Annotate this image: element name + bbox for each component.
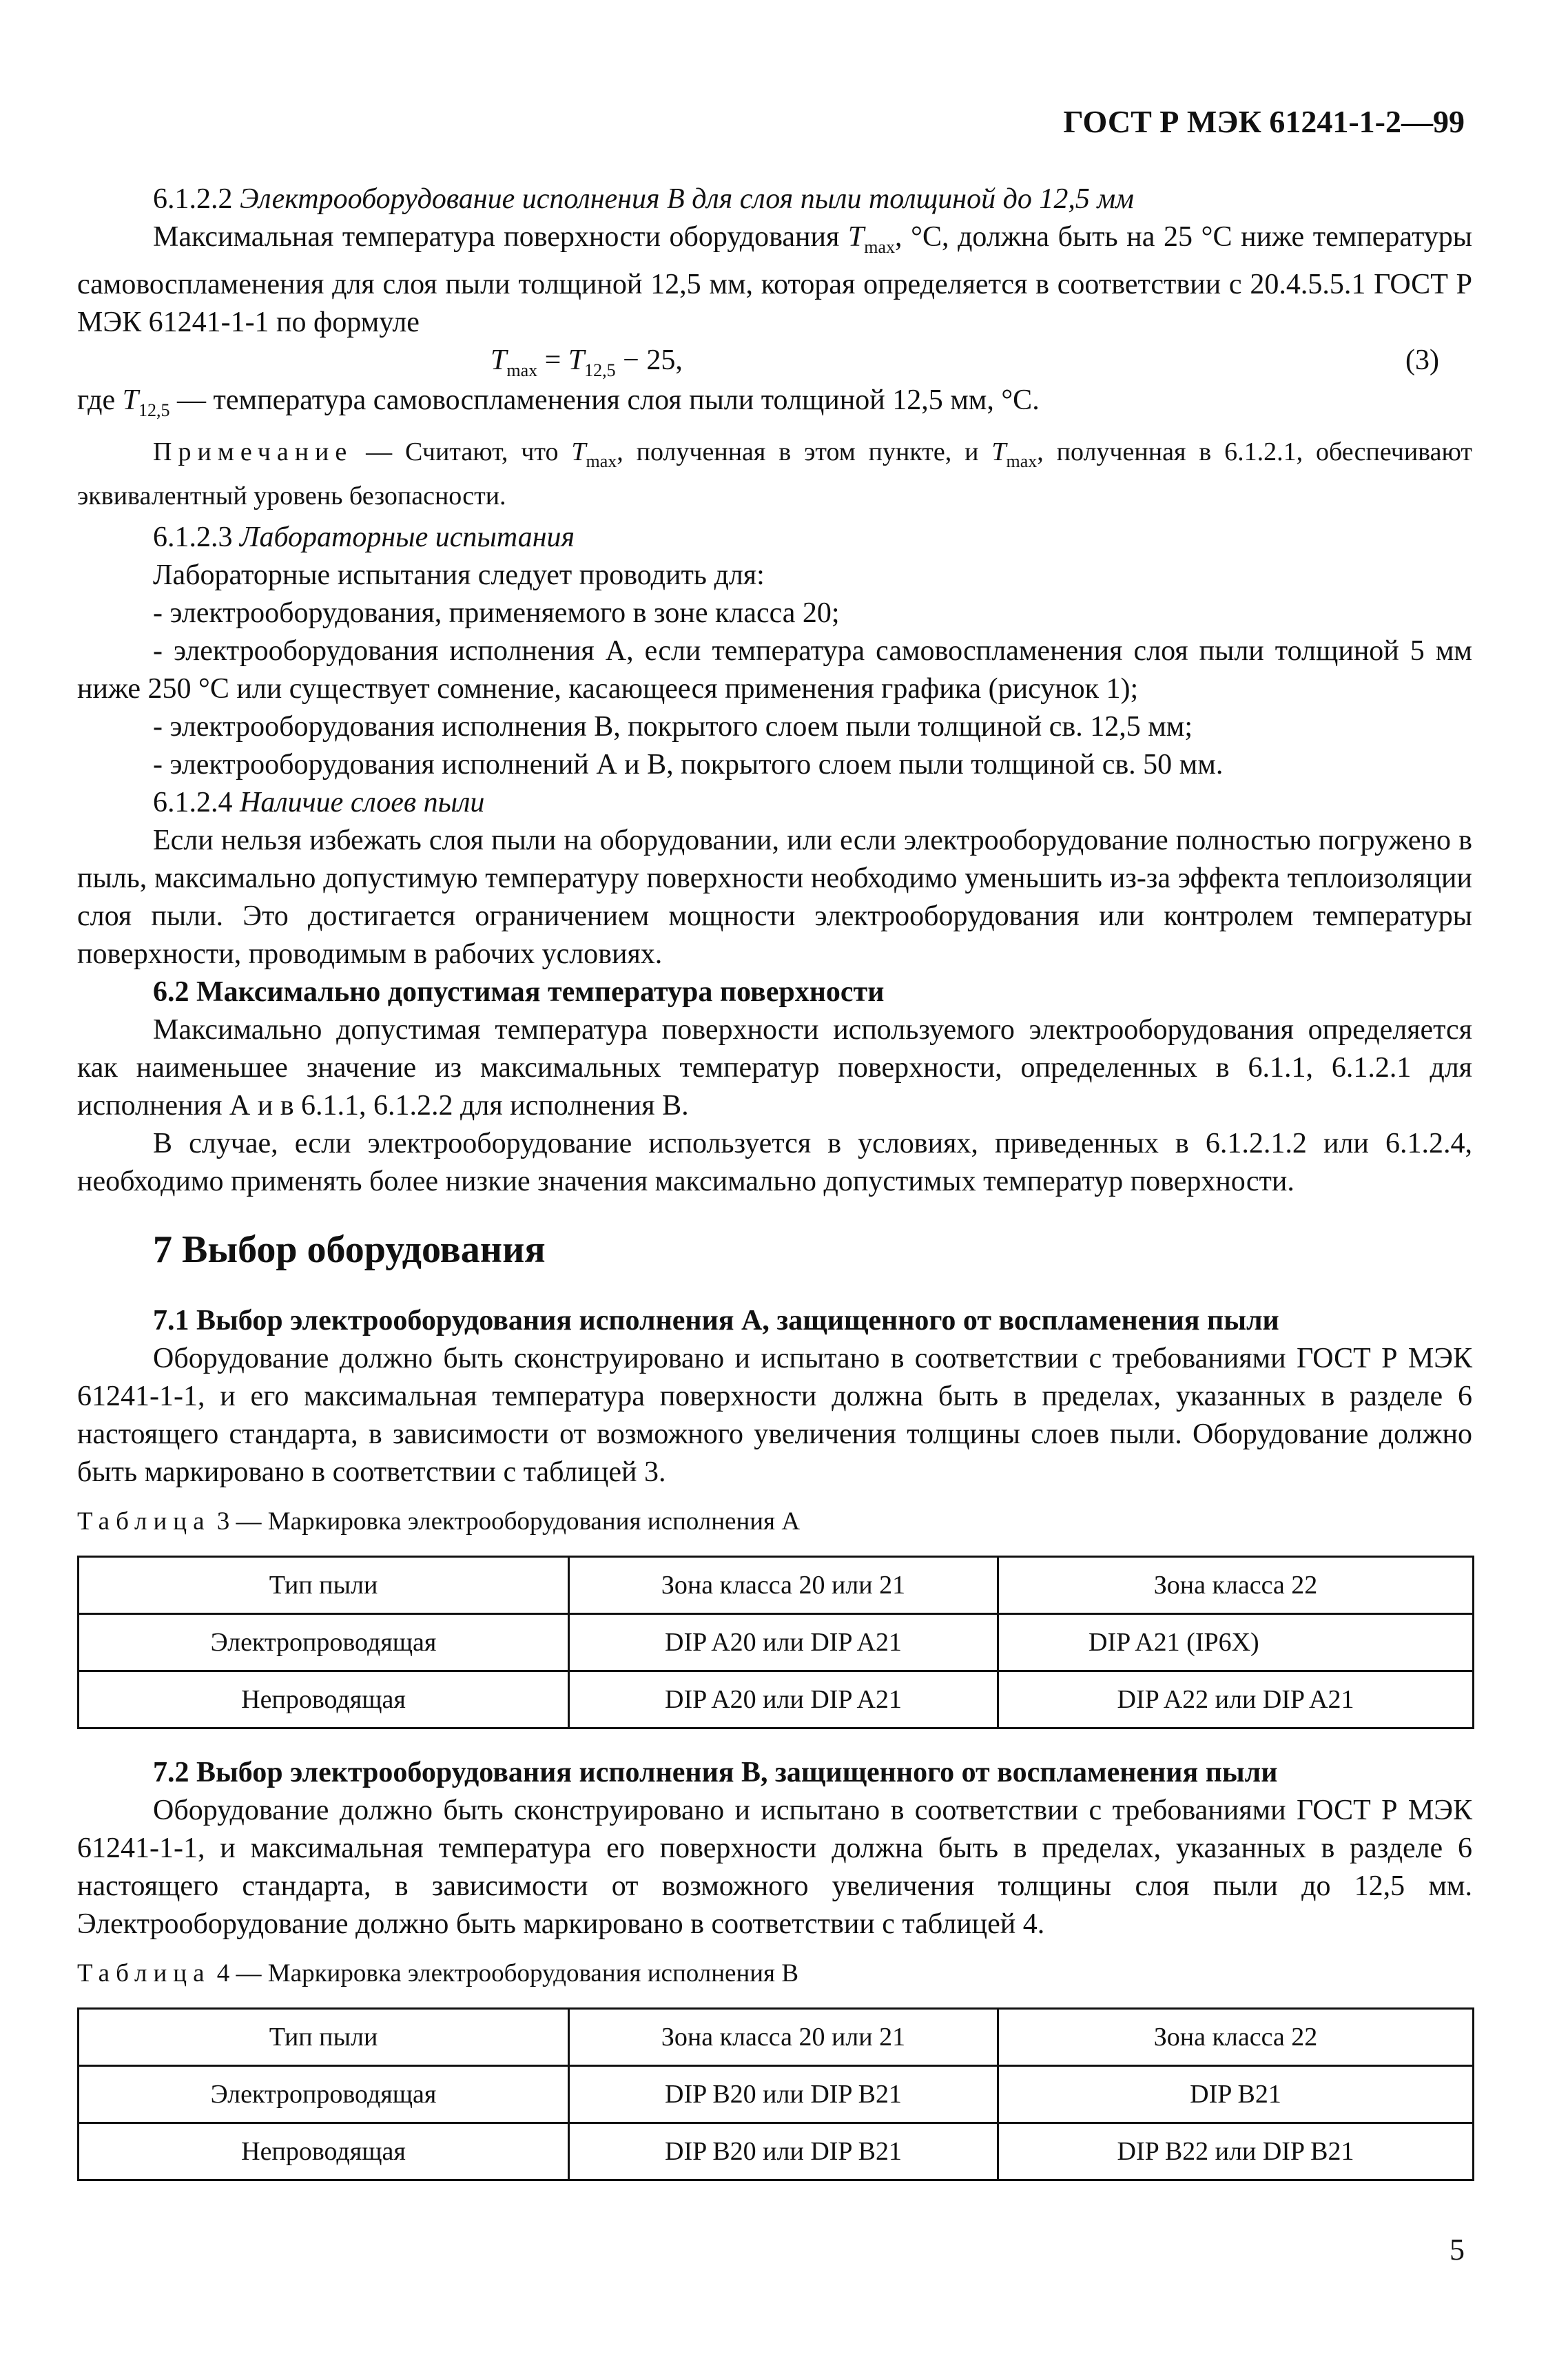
symbol: T (568, 344, 585, 376)
caption-text: 4 — Маркировка электрооборудования исполнения В (210, 1959, 798, 1988)
list-item: - электрооборудования исполнений А и В, покрытого слоем пыли толщиной св. 50 мм. (153, 749, 1224, 781)
note-label: Примечание (153, 437, 353, 466)
symbol-subscript: max (864, 237, 896, 257)
table-header-cell: Зона класса 20 или 21 (569, 2009, 998, 2066)
table-3 (77, 1556, 1474, 1729)
table-header-cell: Зона класса 20 или 21 (569, 1557, 998, 1614)
table-cell: DIP A20 или DIP A21 (569, 1614, 998, 1671)
formula (77, 342, 1472, 382)
note (77, 435, 1472, 513)
table-cell: DIP B22 или DIP B21 (998, 2123, 1474, 2180)
subsection-number: 6.1.2.2 (153, 183, 233, 215)
list-item: - электрооборудования, применяемого в зоне класса 20; (153, 597, 840, 629)
subsection-number: 6.1.2.4 (153, 787, 233, 818)
symbol: T (991, 437, 1007, 466)
paragraph: Максимально допустимая температура поверхности используемого электрооборудования определяется как наименьшее значение из максимальных температур поверхности, определенных в 6.1.1, 6.1.2.1 для исполнения А и в 6.1.1, 6.1.2.2 для исполнения В. (77, 1014, 1472, 1122)
list-item: - электрооборудования исполнения В, покрытого слоем пыли толщиной св. 12,5 мм; (153, 711, 1193, 743)
symbol: T (847, 221, 865, 253)
table-row (79, 1671, 1474, 1728)
table-cell: Непроводящая (79, 1671, 569, 1728)
table-row (79, 1614, 1474, 1671)
subsection-number: 6.1.2.3 (153, 522, 233, 553)
subsection-title: Лабораторные испытания (240, 522, 575, 553)
formula-where (77, 382, 1472, 429)
subsection-title: Электрооборудование исполнения В для слоя пыли толщиной до 12,5 мм (240, 183, 1134, 215)
subsection-title: Наличие слоев пыли (240, 787, 485, 818)
section-7-1-heading: 7.1 Выбор электрооборудования исполнения А, защищенного от воспламенения пыли (153, 1305, 1279, 1336)
formula-rhs: − 25, (615, 344, 683, 376)
table-cell: Электропроводящая (79, 2066, 569, 2123)
caption-label: Таблица (77, 1959, 211, 1988)
formula-number: (3) (1405, 344, 1439, 376)
section-7-2-heading: 7.2 Выбор электрооборудования исполнения В, защищенного от воспламенения пыли (153, 1757, 1278, 1788)
symbol-subscript: max (586, 451, 617, 471)
symbol-subscript: 12,5 (138, 400, 170, 420)
table-header-row (79, 1557, 1474, 1614)
paragraph: Если нельзя избежать слоя пыли на оборудовании, или если электрооборудование полностью погружено в пыль, максимально допустимую температуру поверхности необходимо уменьшить из-за эффекта теплоизоляции слоя пыли. Это достигается ограничением мощности электрооборудования или контролем температуры поверхности, проводимым в рабочих условиях. (77, 825, 1472, 970)
page-header: ГОСТ Р МЭК 61241-1-2—99 (1063, 104, 1465, 139)
table-cell: DIP A22 или DIP A21 (998, 1671, 1474, 1728)
formula-expression (491, 342, 683, 389)
table-cell: DIP A21 (IP6X) (998, 1614, 1474, 1671)
section-7-heading: 7 Выбор оборудования (153, 1228, 546, 1271)
table-row (79, 2123, 1474, 2180)
page-number: 5 (1450, 2233, 1465, 2267)
table-header-cell: Зона класса 22 (998, 2009, 1474, 2066)
list-item: - электрооборудования исполнения А, если температура самовоспламенения слоя пыли толщиной 5 мм ниже 250 °С или существует сомнение, касающееся применения графика (рисунок 1); (77, 635, 1472, 705)
symbol-subscript: max (1006, 451, 1038, 471)
symbol: T (491, 344, 507, 376)
table-cell: Электропроводящая (79, 1614, 569, 1671)
symbol-subscript: max (506, 360, 538, 380)
section-6-2-heading: 6.2 Максимально допустимая температура поверхности (153, 976, 885, 1008)
paragraph: Лабораторные испытания следует проводить для: (153, 559, 765, 591)
table-row (79, 2066, 1474, 2123)
table-3-caption (77, 1503, 1472, 1540)
text: где (77, 384, 116, 416)
table-cell: DIP B20 или DIP B21 (569, 2123, 998, 2180)
page-content (77, 180, 1472, 2181)
table-header-cell: Зона класса 22 (998, 1557, 1474, 1614)
text: Максимальная температура поверхности оборудования (153, 221, 840, 253)
table-cell: DIP B21 (998, 2066, 1474, 2123)
text: , °С, должна быть на 25 °С ниже температуры самовоспламенения для слоя пыли толщиной 12,5 мм, которая определяется в соответствии с 20.4.5.5.1 ГОСТ Р МЭК 61241-1-1 по формуле (77, 221, 1473, 338)
paragraph (77, 218, 1472, 342)
table-4 (77, 2007, 1474, 2181)
text: — Считают, что (353, 437, 559, 466)
subsection-6-1-2-3-heading (77, 519, 1472, 557)
table-cell: DIP B20 или DIP B21 (569, 2066, 998, 2123)
table-cell: Непроводящая (79, 2123, 569, 2180)
symbol: T (122, 384, 139, 416)
paragraph: Оборудование должно быть сконструировано и испытано в соответствии с требованиями ГОСТ Р МЭК 61241-1-1, и максимальная температура его поверхности должна быть в пределах, указанных в разделе 6 настоящего стандарта, в зависимости от возможного увеличения толщины слоя пыли до 12,5 мм. Электрооборудование должно быть маркировано в соответствии с таблицей 4. (77, 1795, 1472, 1940)
paragraph: В случае, если электрооборудование используется в условиях, приведенных в 6.1.2.1.2 или 6.1.2.4, необходимо применять более низкие значения максимально допустимых температур поверхности. (77, 1128, 1472, 1197)
table-header-cell: Тип пыли (79, 2009, 569, 2066)
text: , полученная в этом пункте, и (617, 437, 979, 466)
table-4-caption (77, 1954, 1472, 1992)
caption-text: 3 — Маркировка электрооборудования исполнения А (210, 1507, 801, 1536)
text: , полученная в 6.1.2.1, обеспечивают эквивалентный уровень безопасности. (77, 437, 1472, 510)
symbol: T (571, 437, 586, 466)
symbol-subscript: 12,5 (584, 360, 616, 380)
paragraph: Оборудование должно быть сконструировано и испытано в соответствии с требованиями ГОСТ Р МЭК 61241-1-1, и его максимальная температура поверхности должна быть в пределах, указанных в разделе 6 настоящего стандарта, в зависимости от возможного увеличения толщины слоев пыли. Оборудование должно быть маркировано в соответствии с таблицей 3. (77, 1343, 1472, 1488)
table-header-cell: Тип пыли (79, 1557, 569, 1614)
caption-label: Таблица (77, 1507, 211, 1536)
text: — температура самовоспламенения слоя пыли толщиной 12,5 мм, °С. (169, 384, 1040, 416)
table-cell: DIP A20 или DIP A21 (569, 1671, 998, 1728)
subsection-6-1-2-2-heading (77, 180, 1472, 218)
subsection-6-1-2-4-heading (77, 784, 1472, 822)
equals: = (537, 344, 568, 376)
table-header-row (79, 2009, 1474, 2066)
